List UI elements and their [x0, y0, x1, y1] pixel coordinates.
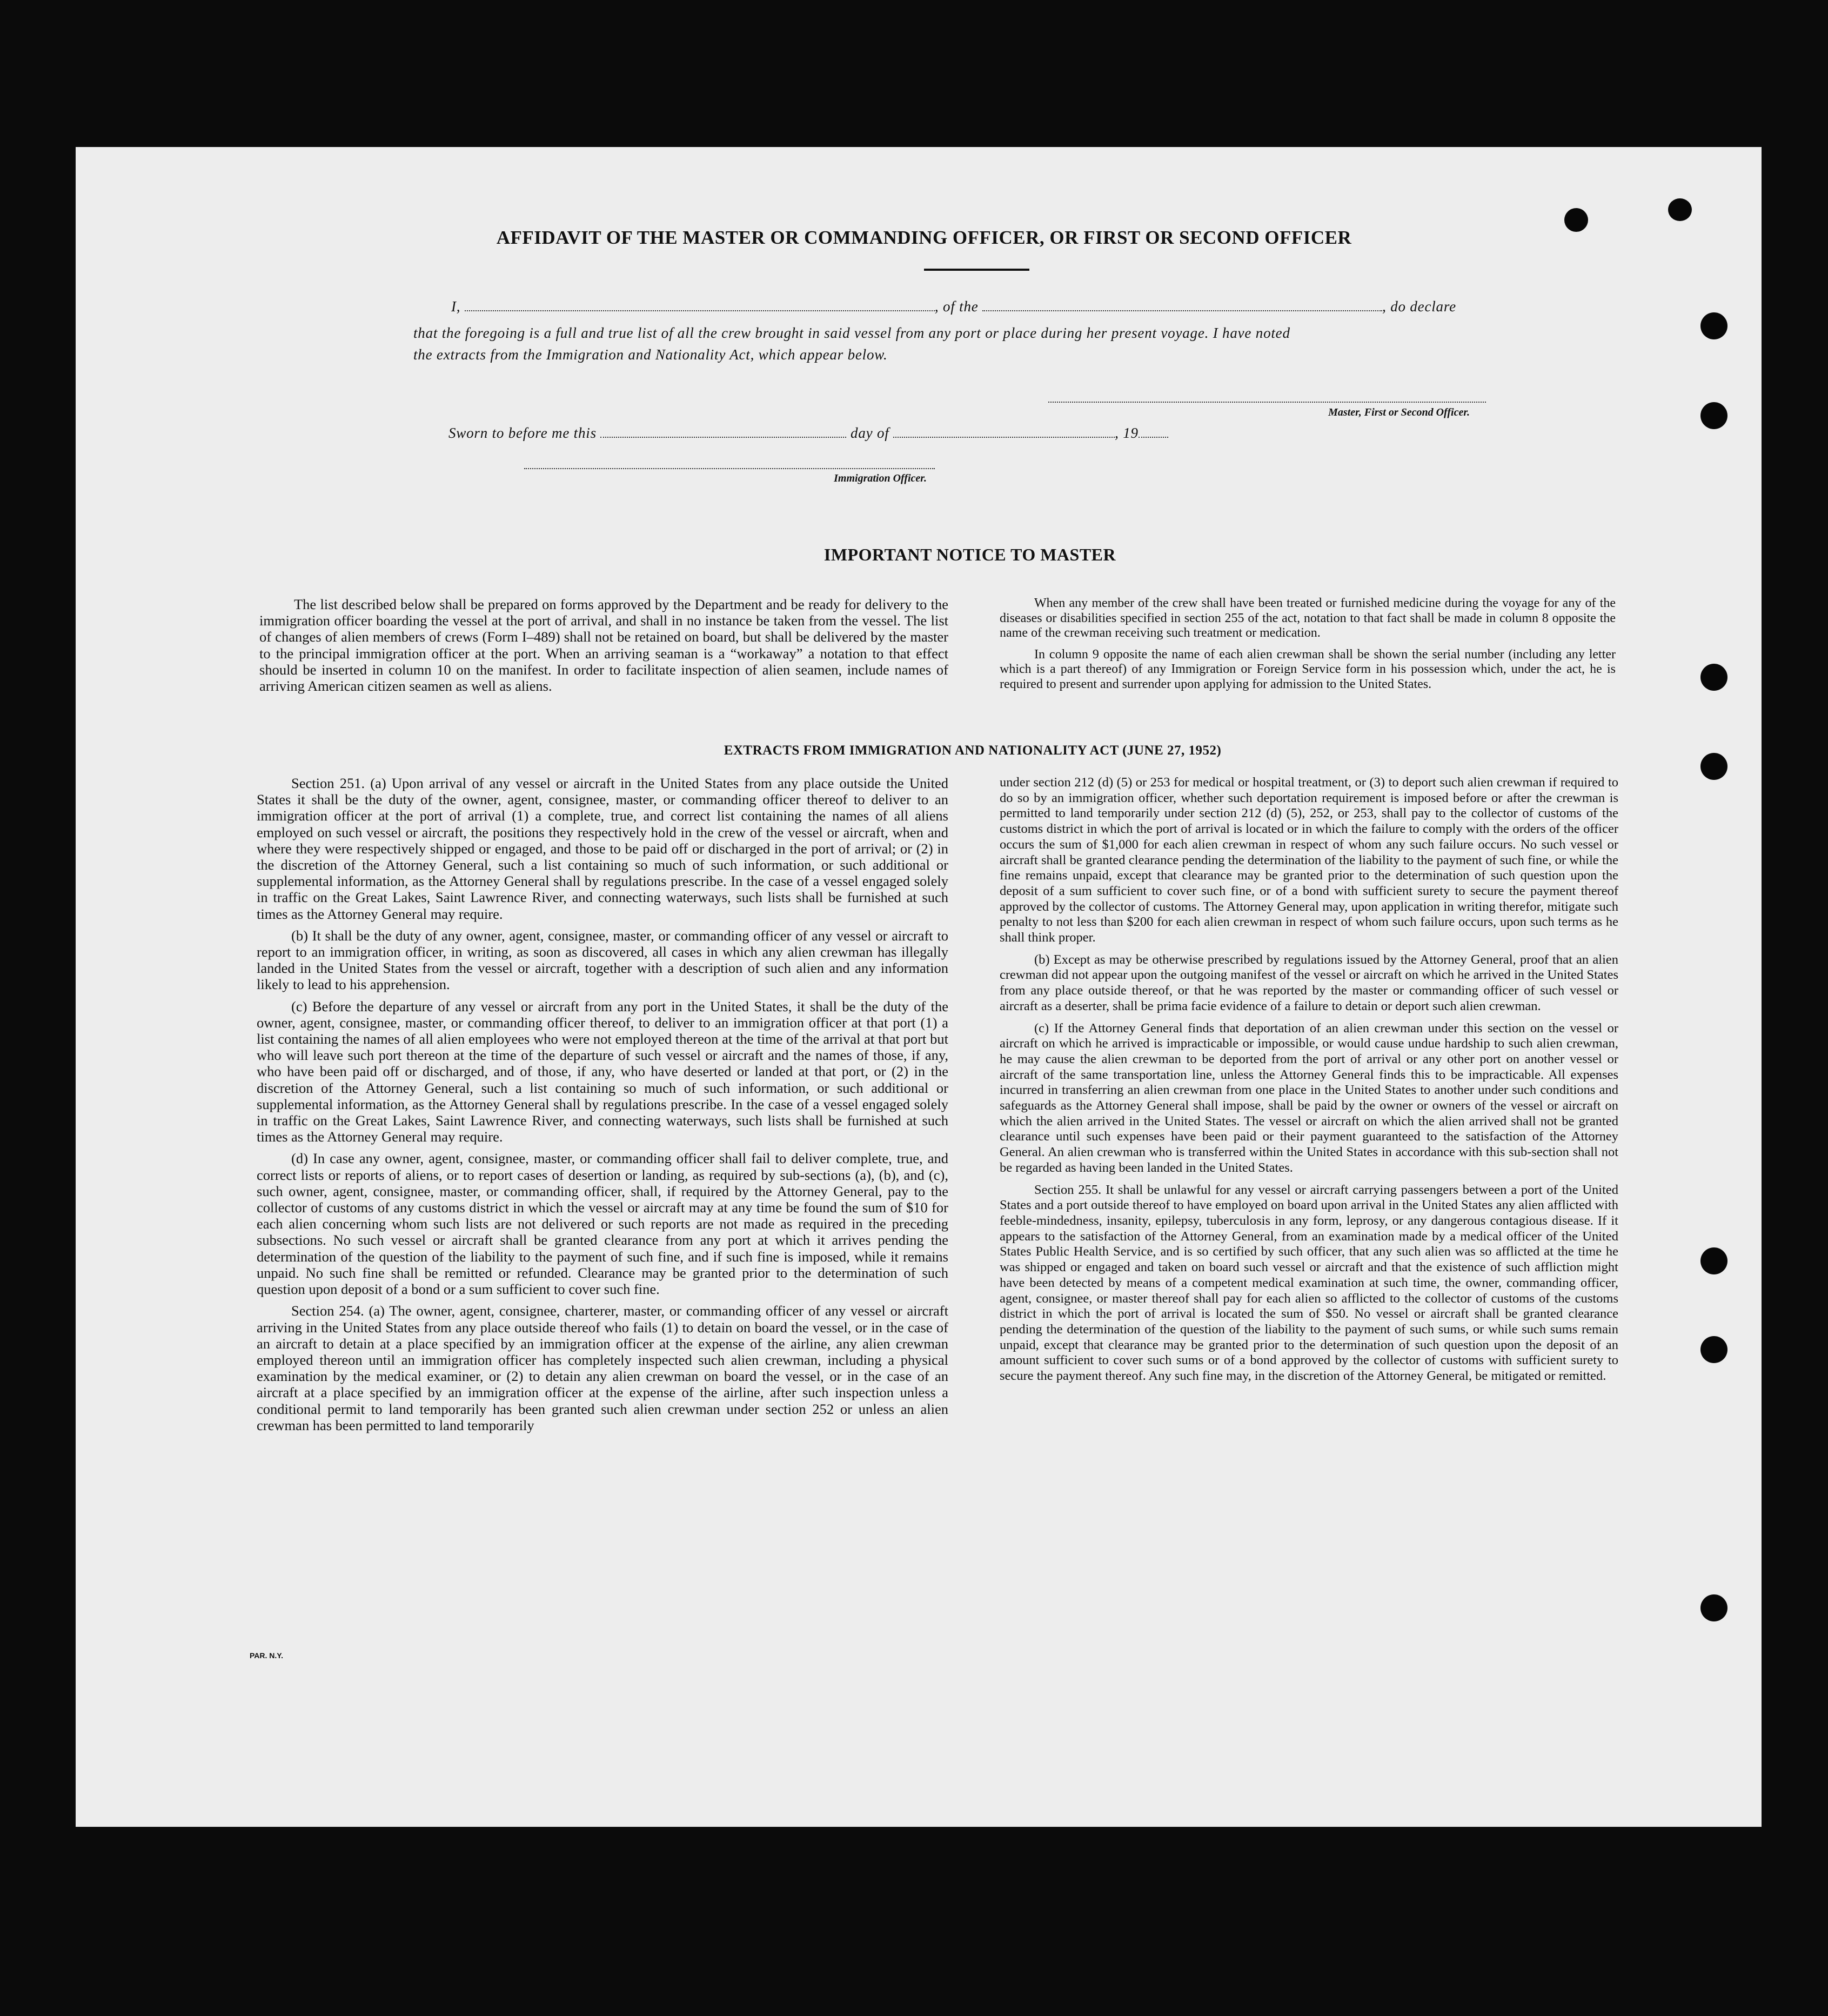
act-section-paragraph: under section 212 (d) (5) or 253 for medical or hospital treatment, or (3) to deport such alien crewman if required to do so by an immigration officer, whether such deportation requirement is imposed before or after the crewman is permitted to land temporarily under section 212 (d) (5), 252, or 253, shall pay to the collector of customs of the customs district in which the port of arrival is located or in which the failure to comply with the orders of the officer occurs the sum of $1,000 for each alien crewman in respect of whom any such failure occurs. No such vessel or aircraft shall be granted clearance pending the determination of the liability to the payment of such fine, or while the fine remains unpaid, except that clearance may be granted prior to the determination of such question upon the deposit of a sum sufficient to cover such fine, or of a bond with sufficient surety to secure the payment thereof approved by the collector of customs. The Attorney General may, upon application in writing therefor, mitigate such penalty to not less than $200 for each alien crewman in respect of whom such failure occurs, upon such terms as he shall think proper. [1000, 775, 1618, 945]
act-section-paragraph: (c) Before the departure of any vessel or aircraft from any port in the United States, it shall be the duty of the owner, agent, consignee, master, or commanding officer thereof, to deliver to an immigration officer at that port (1) a list containing the names of all alien employees who were not employed thereon at the time of the arrival at that port but who will leave such port thereon at the time of the departure of such vessel or aircraft and the names of those, if any, who have been paid off or discharged, and of those, if any, who have deserted or landed at that port, or (2) in the discretion of the Attorney General, such a list containing so much of such information, or such additional or supplemental information, as the Attorney General shall by regulations prescribe. In the case of a vessel engaged solely in traffic on the Great Lakes, Saint Lawrence River, and connecting waterways, such lists shall be furnished at such times as the Attorney General may require. [257, 998, 948, 1145]
act-section-paragraph: (d) In case any owner, agent, consignee, master, or commanding officer shall fail to deliver complete, true, and correct lists or reports of aliens, or to report cases of desertion or landing, as required by sub-sections (a), (b), and (c), such owner, agent, consignee, master, or commanding officer, shall, if required by the Attorney General, pay to the collector of customs of any customs district in which the vessel or aircraft may at any time be found the sum of $10 for each alien concerning whom such lists are not delivered or such reports are not made as required in the preceding subsections. No such vessel or aircraft shall be granted clearance from any port at which it arrives pending the determination of the question of the liability to the payment of such fine, and if such fine is imposed, while it remains unpaid. No such fine shall be remitted or refunded. Clearance may be granted prior to the determination of such question upon deposit of a bond or a sum sufficient to cover such fine. [257, 1150, 948, 1298]
extracts-left-column [257, 775, 948, 1439]
declarant-prefix: I, [451, 298, 461, 315]
master-signature-line[interactable] [1048, 402, 1486, 403]
of-the-label: , of the [934, 298, 979, 315]
extracts-right-column [1000, 775, 1618, 1391]
declarant-name-field[interactable] [465, 310, 935, 311]
master-signature-label: Master, First or Second Officer. [1328, 406, 1470, 418]
affidavit-text-line: that the foregoing is a full and true list of all the crew brought in said vessel from any port or place during her present voyage. I have noted [413, 325, 1290, 341]
act-section-paragraph: (b) Except as may be otherwise prescribed by regulations issued by the Attorney General, proof that an alien crewman did not appear upon the outgoing manifest of the vessel or aircraft on which he arrived in the United States from any place outside thereof, or that he was reported by the master or commanding officer of such vessel or aircraft as a deserter, shall be prima facie evidence of a failure to detain or deport such alien crewman. [1000, 952, 1618, 1013]
year-prefix: , 19 [1115, 425, 1139, 441]
day-of-label: day of [851, 425, 889, 441]
notice-paragraph: In column 9 opposite the name of each alien crewman shall be shown the serial number (including any letter which is a part thereof) of any Immigration or Foreign Service form in his possession which, under the act, he is required to present and surrender upon applying for admission to the United States. [1000, 647, 1616, 691]
sworn-label: Sworn to before me this [448, 425, 597, 441]
act-section-paragraph: (c) If the Attorney General finds that deportation of an alien crewman under this section on the vessel or aircraft on which he arrived is impracticable or impossible, or would cause undue hardship to such alien crewman, he may cause the alien crewman to be deported from the port of arrival or any other port on another vessel or aircraft of the same transportation line, unless the Attorney General finds this to be impracticable. All expenses incurred in transferring an alien crewman from one place in the United States to another under such conditions and safeguards as the Attorney General shall impose, shall be paid by the owner or owners of the vessel or aircraft on which the alien arrived in the United States. The vessel or aircraft on which the alien arrived shall not be granted clearance until such expenses have been paid or their payment guaranteed to the satisfaction of the Attorney General. An alien crewman who is transferred within the United States in accordance with this sub-section shall not be regarded as having been landed in the United States. [1000, 1020, 1618, 1175]
title-rule [924, 269, 1029, 271]
affidavit-declaration-line [451, 295, 1489, 318]
notice-paragraph: The list described below shall be prepared on forms approved by the Department and be ready for delivery to the immigration officer boarding the vessel at the port of arrival, and shall in no instance be taken from the vessel. The list of changes of alien members of crews (Form I–489) shall not be retained on board, but shall be delivered by the master to the principal immigration officer at the port. When an arriving seaman is a “workaway” a notation to that effect should be inserted in column 10 on the manifest. In order to facilitate inspection of alien seamen, include names of arriving American citizen seamen as well as aliens. [259, 596, 948, 695]
sworn-year-field[interactable] [1139, 436, 1168, 438]
extracts-title: EXTRACTS FROM IMMIGRATION AND NATIONALITY ACT (JUNE 27, 1952) [724, 743, 1222, 758]
sworn-month-field[interactable] [893, 436, 1115, 438]
notice-right-column [1000, 596, 1616, 698]
immigration-officer-signature-line[interactable] [524, 468, 935, 469]
act-section-paragraph: Section 251. (a) Upon arrival of any vessel or aircraft in the United States from any place outside the United States it shall be the duty of the owner, agent, consignee, master, or commanding officer thereof to deliver to an immigration officer at the port of arrival (1) a complete, true, and correct list containing the names of all aliens employed on such vessel or aircraft, the positions they respectively hold in the crew of the vessel or aircraft, when and where they were respectively shipped or engaged, and those to be paid off or discharged in the port of arrival; or (2) in the discretion of the Attorney General, such a list containing so much of such information, or such additional or supplemental information, as the Attorney General shall by regulations prescribe. In the case of a vessel engaged solely in traffic on the Great Lakes, Saint Lawrence River, and connecting waterways, such lists shall be furnished at such times as the Attorney General may require. [257, 775, 948, 922]
sworn-day-field[interactable] [600, 436, 846, 438]
notice-left-column [259, 596, 948, 699]
act-section-paragraph: Section 254. (a) The owner, agent, consignee, charterer, master, or commanding officer of any vessel or aircraft arriving in the United States from any place outside thereof who fails (1) to detain on board the vessel, or in the case of an aircraft to detain at a place specified by an immigration officer at the expense of the airline, any alien crewman employed thereon until an immigration officer has completely inspected such alien crewman, including a physical examination by the medical examiner, or (2) to detain any alien crewman on board the vessel, or in the case of an aircraft at a place specified by an immigration officer at the expense of the airline, after such inspection unless a conditional permit to land temporarily has been granted such alien crewman under section 252 or unless an alien crewman has been permitted to land temporarily [257, 1303, 948, 1433]
act-section-paragraph: Section 255. It shall be unlawful for any vessel or aircraft carrying passengers between a port of the United States and a port outside thereof to have employed on board upon arrival in the United States any alien afflicted with feeble-mindedness, insanity, epilepsy, tuberculosis in any form, leprosy, or any dangerous contagious disease. If it appears to the satisfaction of the Attorney General, from an examination made by a medical officer of the United States Public Health Service, and is so certified by such officer, that any such alien was so afflicted at the time he was shipped or engaged and taken on board such vessel or aircraft and that the existence of such affliction might have been detected by means of a competent medical examination at such time, the owner, commanding officer, agent, consignee, or master thereof shall pay for each alien so afflicted to the collector of customs of the customs district in which the port of arrival is located the sum of $50. No vessel or aircraft shall be granted clearance pending the determination of the question of the liability to the payment of such sums, or while such sums remain unpaid, except that clearance may be granted prior to the determination of such question upon the deposit of an amount sufficient to cover such sums or of a bond approved by the collector of customs with sufficient surety to secure the payment thereof. Any such fine may, in the discretion of the Attorney General, be mitigated or remitted. [1000, 1182, 1618, 1384]
vessel-name-field[interactable] [982, 310, 1382, 311]
sworn-line [448, 422, 1259, 444]
do-declare-label: , do declare [1382, 298, 1456, 315]
act-section-paragraph: (b) It shall be the duty of any owner, agent, consignee, master, or commanding officer of any vessel or aircraft to report to an immigration officer, in writing, as soon as discovered, all cases in which any alien crewman has illegally landed in the United States from the vessel or aircraft, together with a description of such alien and any information likely to lead to his apprehension. [257, 927, 948, 993]
notice-title: IMPORTANT NOTICE TO MASTER [823, 545, 1116, 564]
notice-paragraph: When any member of the crew shall have been treated or furnished medicine during the voyage for any of the diseases or disabilities specified in section 255 of the act, notation to that fact shall be made in column 8 opposite the name of the crewman receiving such treatment or medication. [1000, 596, 1616, 640]
affidavit-title: AFFIDAVIT OF THE MASTER OR COMMANDING OFFICER, OR FIRST OR SECOND OFFICER [496, 227, 1352, 248]
printer-code: PAR. N.Y. [250, 1651, 283, 1660]
affidavit-text-line: the extracts from the Immigration and Nationality Act, which appear below. [413, 346, 888, 363]
immigration-officer-label: Immigration Officer. [834, 472, 927, 484]
